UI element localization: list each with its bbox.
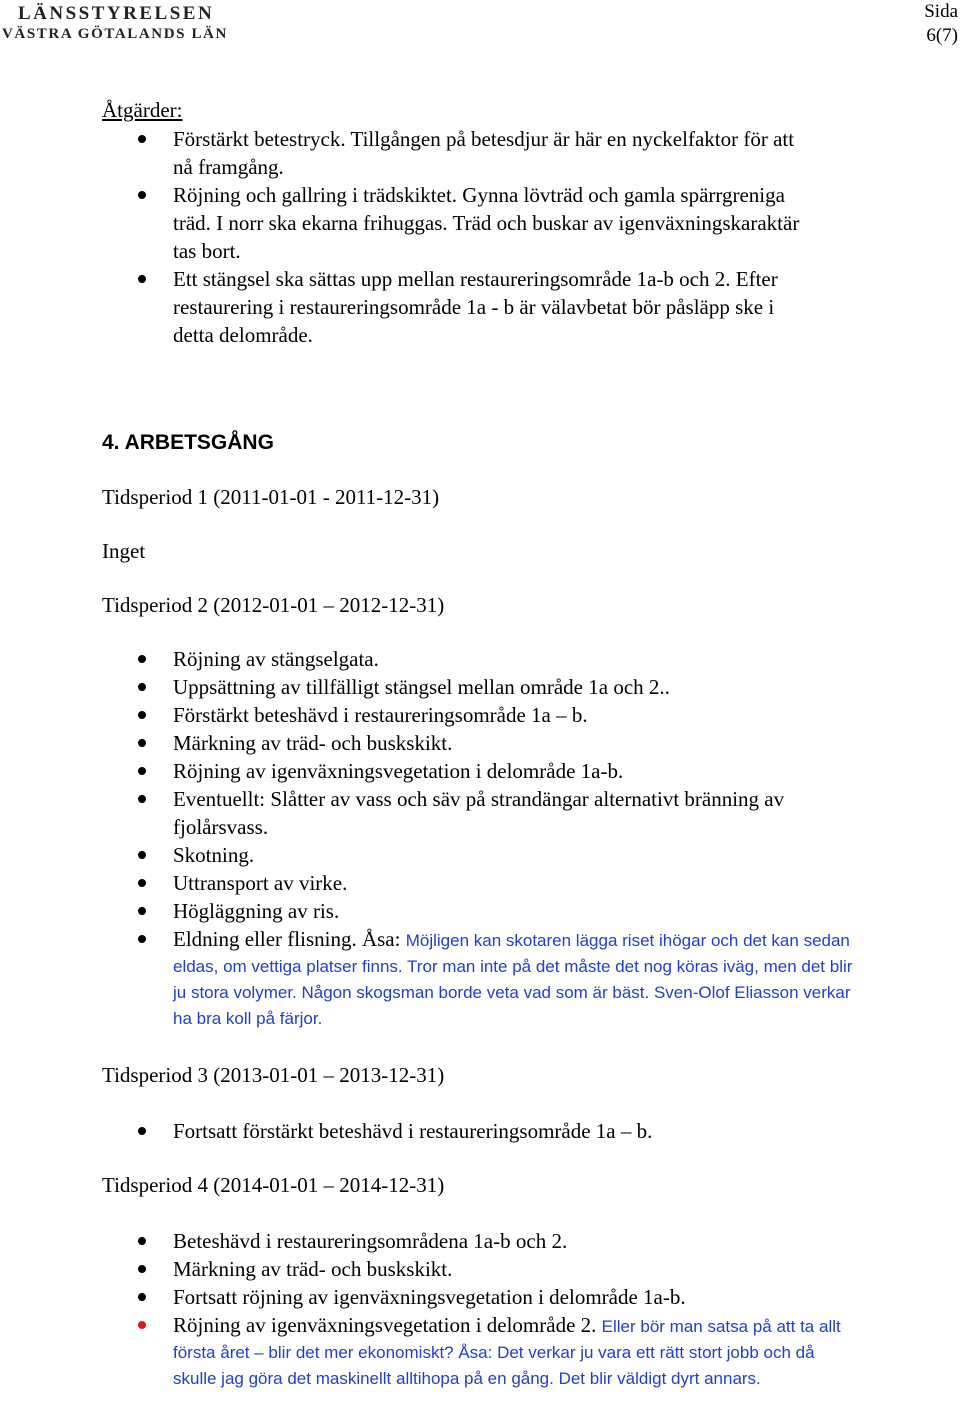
- item-text: Röjning av igenväxningsvegetation i delområde 2.: [173, 1313, 597, 1337]
- actions-list: [102, 125, 802, 349]
- period-4-list: [102, 1227, 942, 1391]
- page-number: 6(7): [926, 25, 958, 46]
- list-item: Fortsatt förstärkt beteshävd i restaureringsområde 1a – b.: [102, 1117, 942, 1145]
- review-comment: Möjligen kan skotaren lägga riset ihögar och det kan sedan eldas, om vettiga platser finns. Tror man inte på det måste det nog köras iväg, men det blir ju stora volymer. Någon skogsman borde veta vad som är bäst. Sven-Olof Eliasson verkar ha bra koll på färjor.: [173, 931, 853, 1028]
- list-item-with-comment: [102, 925, 853, 1031]
- list-item: Ett stängsel ska sättas upp mellan restaureringsområde 1a-b och 2. Efter restaurering i restaureringsområde 1a - b är välavbetat bör påsläpp ske i detta delområde.: [102, 265, 802, 349]
- period-2-title: Tidsperiod 2 (2012-01-01 – 2012-12-31): [102, 593, 445, 617]
- period-3-title: Tidsperiod 3 (2013-01-01 – 2013-12-31): [102, 1063, 445, 1087]
- period-1-title: Tidsperiod 1 (2011-01-01 - 2011-12-31): [102, 485, 440, 509]
- page-label: Sida: [924, 1, 958, 22]
- item-text: Eldning eller flisning. Åsa:: [173, 927, 401, 951]
- period-1-text: Inget: [102, 539, 146, 563]
- period-2-list: [102, 645, 853, 1031]
- list-item: Märkning av träd- och buskskikt.: [102, 1255, 942, 1283]
- page-indicator: [924, 0, 958, 48]
- list-item: Uttransport av virke.: [102, 869, 792, 897]
- agency-logo: [2, 4, 228, 44]
- list-item-with-comment: [102, 1311, 853, 1391]
- list-item: Röjning av igenväxningsvegetation i delområde 1a-b.: [102, 757, 792, 785]
- list-item: Fortsatt röjning av igenväxningsvegetation i delområde 1a-b.: [102, 1283, 942, 1311]
- section-title: 4. ARBETSGÅNG: [102, 431, 274, 454]
- list-item: Beteshävd i restaureringsområdena 1a-b och 2.: [102, 1227, 942, 1255]
- list-item: Högläggning av ris.: [102, 897, 792, 925]
- logo-line-2: VÄSTRA GÖTALANDS LÄN: [2, 26, 228, 42]
- actions-heading: Åtgärder:: [102, 98, 183, 122]
- period-3-list: [102, 1117, 942, 1145]
- list-item: Förstärkt beteshävd i restaureringsområde 1a – b.: [102, 701, 792, 729]
- list-item: Förstärkt betestryck. Tillgången på betesdjur är här en nyckelfaktor för att nå framgång.: [102, 125, 802, 181]
- document-body: [102, 96, 942, 1391]
- list-item: Märkning av träd- och buskskikt.: [102, 729, 792, 757]
- list-item: Eventuellt: Slåtter av vass och säv på strandängar alternativt bränning av fjolårsvass.: [102, 785, 792, 841]
- list-item: Uppsättning av tillfälligt stängsel mellan område 1a och 2..: [102, 673, 792, 701]
- list-item: Röjning och gallring i trädskiktet. Gynna lövträd och gamla spärrgreniga träd. I norr ska ekarna frihuggas. Träd och buskar av igenväxningskaraktär tas bort.: [102, 181, 802, 265]
- logo-line-1: LÄNSSTYRELSEN: [18, 3, 215, 24]
- review-comment: Eller bör man satsa på att ta allt första året – blir det mer ekonomiskt? Åsa: Det verkar ju vara ett rätt stort jobb och då skulle jag göra det maskinellt alltihopa på en gång. Det blir väldigt dyrt annars.: [173, 1317, 841, 1388]
- period-4-title: Tidsperiod 4 (2014-01-01 – 2014-12-31): [102, 1173, 445, 1197]
- list-item: Röjning av stängselgata.: [102, 645, 792, 673]
- list-item: Skotning.: [102, 841, 792, 869]
